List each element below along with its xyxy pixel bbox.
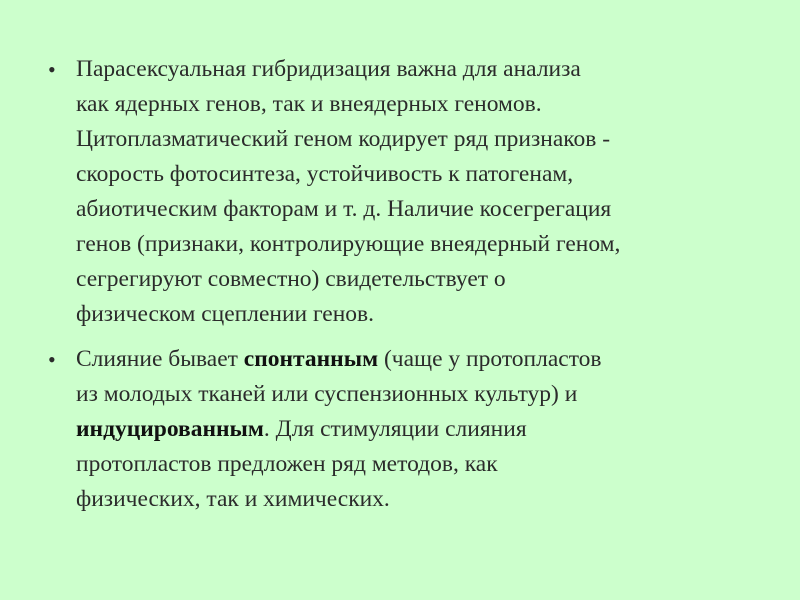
text-line [76,447,768,482]
text-segment: Цитоплазматический геном кодирует ряд признаков - [76,126,611,152]
text-line [76,342,768,377]
text-segment: (чаще у протопластов [378,346,602,372]
text-segment: абиотическим факторам и т. д. Наличие косегрегация [76,196,612,222]
bullet-mark: • [48,347,56,372]
bullet-item [48,342,768,517]
text-segment: протопластов предложен ряд методов, как [76,451,498,477]
text-line [76,87,768,122]
bullet-list [48,52,768,527]
text-line [76,157,768,192]
text-segment: генов (признаки, контролирующие внеядерный геном, [76,231,621,257]
text-segment: Парасексуальная гибридизация важна для анализа [76,56,581,82]
bullet-mark: • [48,57,56,82]
text-segment: из молодых тканей или суспензионных культур) и [76,381,578,407]
text-line [76,412,768,447]
text-segment: физических, так и химических. [76,486,390,512]
text-line [76,262,768,297]
emphasized-term: индуцированным [76,416,264,442]
text-segment: скорость фотосинтеза, устойчивость к патогенам, [76,161,574,187]
bullet-item [48,52,768,332]
text-line [76,192,768,227]
text-segment: физическом сцеплении генов. [76,301,375,327]
text-segment: как ядерных генов, так и внеядерных геномов. [76,91,542,117]
text-line [76,52,768,87]
text-line [76,297,768,332]
text-line [76,122,768,157]
text-segment: Слияние бывает [76,346,244,372]
text-line [76,482,768,517]
text-segment: сегрегируют совместно) свидетельствует о [76,266,506,292]
text-line [76,377,768,412]
text-line [76,227,768,262]
emphasized-term: спонтанным [243,346,379,372]
text-segment: . Для стимуляции слияния [263,416,527,442]
